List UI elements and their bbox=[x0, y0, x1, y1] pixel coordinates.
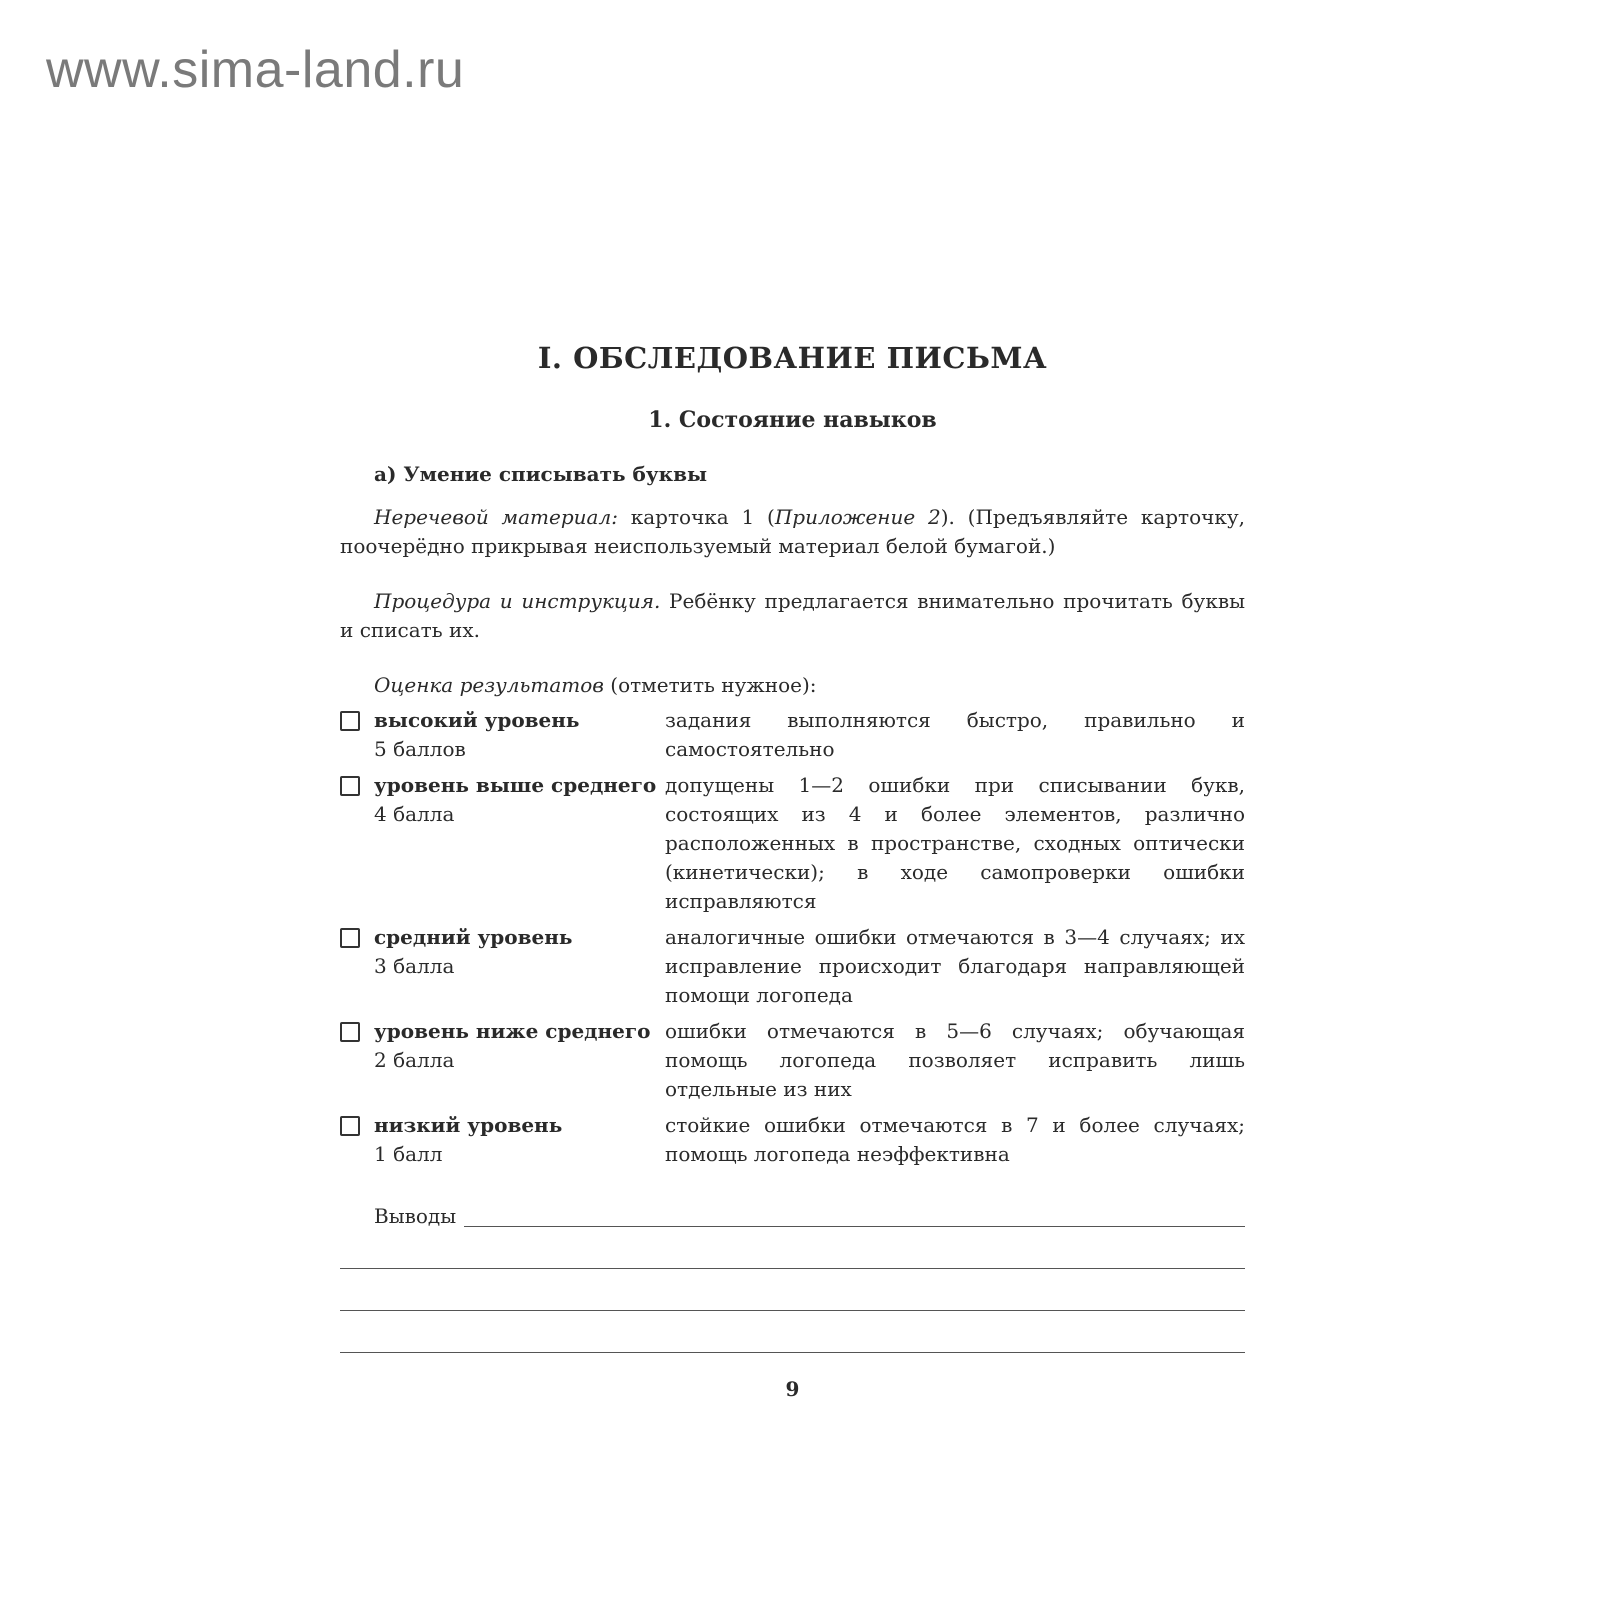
conclusion-blank-line[interactable] bbox=[340, 1325, 1245, 1353]
level-label bbox=[374, 1017, 650, 1104]
subsection-title: а) Умение списывать буквы bbox=[374, 462, 708, 486]
level-label bbox=[374, 1111, 562, 1169]
appendix-reference: Приложение 2 bbox=[774, 505, 941, 529]
evaluation-intro bbox=[340, 671, 1245, 700]
conclusion-blank-line[interactable] bbox=[340, 1241, 1245, 1269]
level-name: низкий уровень bbox=[374, 1113, 563, 1137]
level-score: 2 балла bbox=[374, 1048, 455, 1072]
level-name: высокий уровень bbox=[374, 708, 580, 732]
level-checkbox[interactable] bbox=[340, 711, 360, 731]
conclusion-blank-line[interactable] bbox=[340, 1283, 1245, 1311]
level-checkbox[interactable] bbox=[340, 928, 360, 948]
page-number: 9 bbox=[785, 1377, 800, 1401]
level-left bbox=[340, 923, 665, 1010]
level-score: 1 балл bbox=[374, 1142, 443, 1166]
material-text-after: ). (Предъявляйте карточку, поочерёдно прикрывая неиспользуемый материал белой бумагой.) bbox=[340, 505, 1245, 558]
level-description: допущены 1—2 ошибки при списывании букв, состоящих из 4 и более элементов, различно расположенных в пространстве, сходных оптически (кинетически); в ходе самопроверки ошибки исправляются bbox=[665, 773, 1245, 913]
conclusion-line-input[interactable] bbox=[464, 1204, 1245, 1227]
level-label bbox=[374, 771, 656, 916]
level-left bbox=[340, 706, 665, 764]
evaluation-text: (отметить нужное): bbox=[603, 673, 817, 697]
procedure-paragraph bbox=[340, 587, 1245, 645]
level-row bbox=[340, 771, 1245, 916]
level-checkbox[interactable] bbox=[340, 1022, 360, 1042]
material-label: Неречевой материал: bbox=[374, 505, 618, 529]
conclusions-label: Выводы bbox=[374, 1204, 457, 1228]
material-paragraph bbox=[340, 503, 1245, 561]
section-title: 1. Состояние навыков bbox=[648, 407, 937, 433]
level-score: 4 балла bbox=[374, 802, 455, 826]
level-name: уровень выше среднего bbox=[374, 773, 657, 797]
level-left bbox=[340, 1111, 665, 1169]
evaluation-label: Оценка результатов bbox=[374, 673, 604, 697]
level-score: 3 балла bbox=[374, 954, 455, 978]
level-description: аналогичные ошибки отмечаются в 3—4 случаях; их исправление происходит благодаря направляющей помощи логопеда bbox=[665, 925, 1245, 1007]
level-row bbox=[340, 923, 1245, 1010]
level-checkbox[interactable] bbox=[340, 1116, 360, 1136]
level-description: стойкие ошибки отмечаются в 7 и более случаях; помощь логопеда неэффективна bbox=[665, 1113, 1245, 1166]
level-name: уровень ниже среднего bbox=[374, 1019, 651, 1043]
level-row bbox=[340, 706, 1245, 764]
level-score: 5 баллов bbox=[374, 737, 466, 761]
conclusions-section bbox=[340, 1195, 1245, 1353]
level-label bbox=[374, 923, 572, 1010]
level-label bbox=[374, 706, 580, 764]
watermark: www.sima-land.ru bbox=[46, 41, 465, 99]
procedure-label: Процедура и инструкция. bbox=[374, 589, 661, 613]
conclusion-row bbox=[340, 1195, 1245, 1227]
level-row bbox=[340, 1017, 1245, 1104]
level-left bbox=[340, 771, 665, 916]
level-row bbox=[340, 1111, 1245, 1169]
level-name: средний уровень bbox=[374, 925, 573, 949]
document-page bbox=[340, 340, 1245, 1404]
level-checkbox[interactable] bbox=[340, 776, 360, 796]
main-title: I. ОБСЛЕДОВАНИЕ ПИСЬМА bbox=[537, 341, 1048, 375]
level-left bbox=[340, 1017, 665, 1104]
procedure-text: Ребёнку предлагается внимательно прочитать буквы и списать их. bbox=[340, 589, 1245, 642]
material-text-before: карточка 1 ( bbox=[617, 505, 775, 529]
level-description: задания выполняются быстро, правильно и самостоятельно bbox=[665, 708, 1245, 761]
level-description: ошибки отмечаются в 5—6 случаях; обучающая помощь логопеда позволяет исправить лишь отдельные из них bbox=[665, 1019, 1245, 1101]
levels-list bbox=[340, 706, 1245, 1169]
